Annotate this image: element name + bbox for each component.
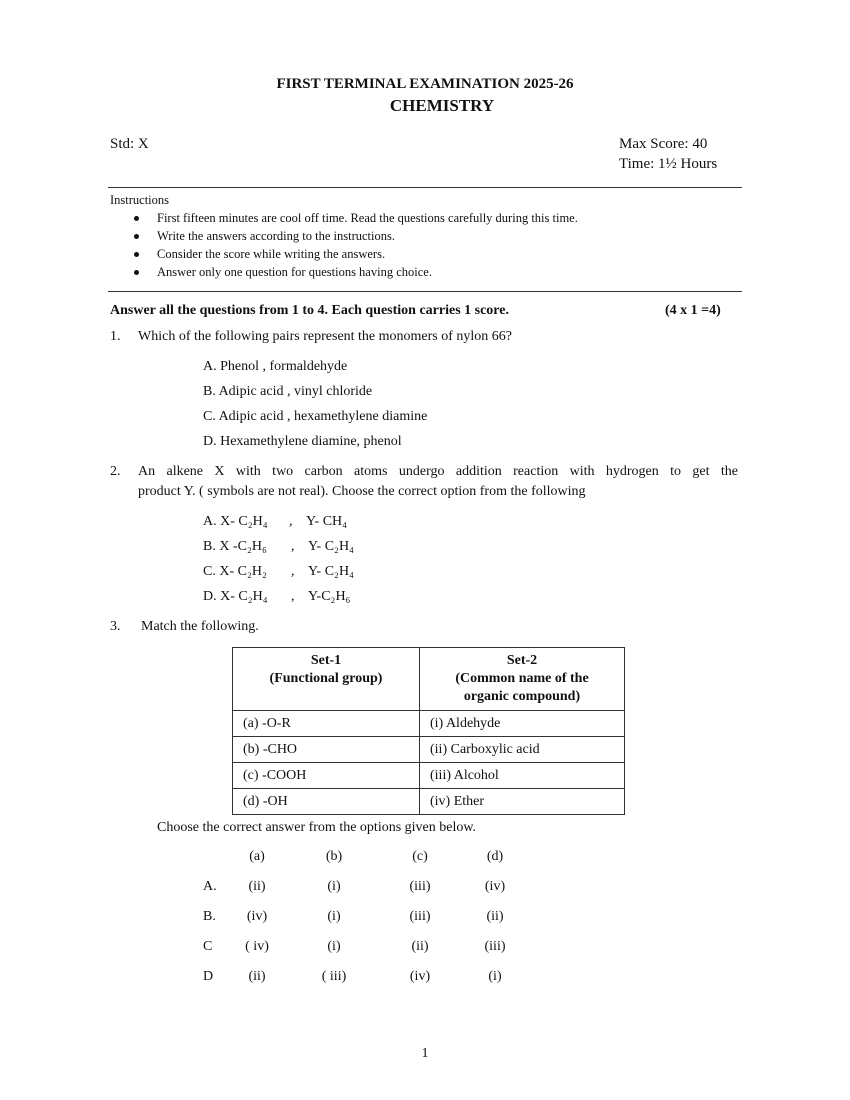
divider bbox=[108, 187, 742, 188]
q2-option-x: A. X- C₂H₄ bbox=[203, 514, 268, 529]
page-number: 1 bbox=[421, 1046, 429, 1061]
q3-number: 3. bbox=[110, 619, 121, 634]
table-header bbox=[233, 648, 625, 711]
bullet bbox=[134, 216, 139, 221]
table-row bbox=[233, 737, 625, 763]
set1-header bbox=[233, 648, 420, 711]
table-cell: (ii) Carboxylic acid bbox=[420, 737, 625, 763]
option-value: (iv) bbox=[246, 909, 268, 924]
table-cell: (b) -CHO bbox=[233, 737, 420, 763]
set2-subtitle: organic compound) bbox=[463, 689, 581, 704]
table-cell: (c) -COOH bbox=[233, 763, 420, 789]
table-cell: (iii) Alcohol bbox=[420, 763, 625, 789]
match-table bbox=[232, 647, 625, 815]
bullet bbox=[134, 234, 139, 239]
q2-option-x: D. X- C₂H₄ bbox=[203, 589, 268, 604]
option-value: (iv) bbox=[409, 969, 431, 984]
std-label: Std: X bbox=[110, 136, 149, 152]
q1-text: Which of the following pairs represent the monomers of nylon 66? bbox=[138, 329, 513, 344]
section-marks: (4 x 1 =4) bbox=[665, 303, 721, 318]
column-header: (c) bbox=[412, 849, 428, 864]
option-value: (iii) bbox=[409, 909, 431, 924]
q2-text-line1: An alkene X with two carbon atoms undergo addition reaction with hydrogen to get the bbox=[138, 464, 738, 479]
table-row bbox=[233, 789, 625, 815]
q2-option-y: Y- C₂H₄ bbox=[308, 564, 354, 579]
option-value: (iii) bbox=[484, 939, 506, 954]
option-value: (ii) bbox=[411, 939, 429, 954]
option-label: D bbox=[203, 969, 214, 984]
option-value: (i) bbox=[327, 879, 341, 894]
option-label: C bbox=[203, 939, 213, 954]
time: Time: 1½ Hours bbox=[619, 156, 718, 172]
column-header: (b) bbox=[325, 849, 343, 864]
q3-text: Match the following. bbox=[141, 619, 259, 634]
option-value: (i) bbox=[488, 969, 502, 984]
option-value: (ii) bbox=[248, 969, 266, 984]
set2-header bbox=[420, 648, 625, 711]
option-label: B. bbox=[203, 909, 216, 924]
section-heading: Answer all the questions from 1 to 4. Each question carries 1 score. bbox=[110, 303, 509, 318]
subject-title: CHEMISTRY bbox=[389, 96, 495, 115]
column-header: (a) bbox=[249, 849, 265, 864]
option-value: (i) bbox=[327, 939, 341, 954]
option-value: (ii) bbox=[248, 879, 266, 894]
bullet bbox=[134, 252, 139, 257]
table-cell: (a) -O-R bbox=[233, 711, 420, 737]
q2-option-y: Y- CH₄ bbox=[306, 514, 348, 529]
table-cell: (iv) Ether bbox=[420, 789, 625, 815]
instruction-item: First fifteen minutes are cool off time. Read the questions carefully during this time. bbox=[157, 211, 578, 225]
instruction-item: Answer only one question for questions having choice. bbox=[157, 265, 432, 279]
q1-number: 1. bbox=[110, 329, 121, 344]
set2-title: Set-2 bbox=[506, 653, 538, 668]
bullet bbox=[134, 270, 139, 275]
comma: , bbox=[291, 589, 295, 604]
q2-option-x: B. X -C₂H₆ bbox=[203, 539, 267, 554]
q2-text-line2: product Y. ( symbols are not real). Choose the correct option from the following bbox=[138, 484, 586, 499]
q2-option-y: Y- C₂H₄ bbox=[308, 539, 354, 554]
table-cell: (d) -OH bbox=[233, 789, 420, 815]
comma: , bbox=[291, 539, 295, 554]
instruction-item: Write the answers according to the instructions. bbox=[157, 229, 395, 243]
exam-title: FIRST TERMINAL EXAMINATION 2025-26 bbox=[276, 76, 574, 92]
option-value: ( iv) bbox=[245, 939, 269, 954]
divider bbox=[108, 291, 742, 292]
q1-option: B. Adipic acid , vinyl chloride bbox=[203, 384, 373, 399]
instruction-item: Consider the score while writing the answers. bbox=[157, 247, 386, 261]
option-value: (ii) bbox=[486, 909, 504, 924]
q1-option: D. Hexamethylene diamine, phenol bbox=[203, 434, 402, 449]
max-score: Max Score: 40 bbox=[619, 136, 708, 152]
option-label: A. bbox=[203, 879, 217, 894]
comma: , bbox=[291, 564, 295, 579]
column-header: (d) bbox=[486, 849, 504, 864]
set2-subtitle: (Common name of the bbox=[455, 671, 589, 686]
q2-option-x: C. X- C₂H₂ bbox=[203, 564, 267, 579]
q1-option: A. Phenol , formaldehyde bbox=[203, 359, 348, 374]
set1-subtitle: (Functional group) bbox=[269, 671, 383, 686]
set1-title: Set-1 bbox=[310, 653, 342, 668]
table-row bbox=[233, 763, 625, 789]
q3-choose: Choose the correct answer from the options given below. bbox=[157, 820, 477, 835]
table-cell: (i) Aldehyde bbox=[420, 711, 625, 737]
option-value: (iv) bbox=[484, 879, 506, 894]
comma: , bbox=[289, 514, 293, 529]
option-value: ( iii) bbox=[321, 969, 347, 984]
option-value: (iii) bbox=[409, 879, 431, 894]
q1-option: C. Adipic acid , hexamethylene diamine bbox=[203, 409, 428, 424]
table-row bbox=[233, 711, 625, 737]
q2-option-y: Y-C₂H₆ bbox=[308, 589, 351, 604]
option-value: (i) bbox=[327, 909, 341, 924]
q2-number: 2. bbox=[110, 464, 121, 479]
instructions-title: Instructions bbox=[110, 193, 170, 207]
